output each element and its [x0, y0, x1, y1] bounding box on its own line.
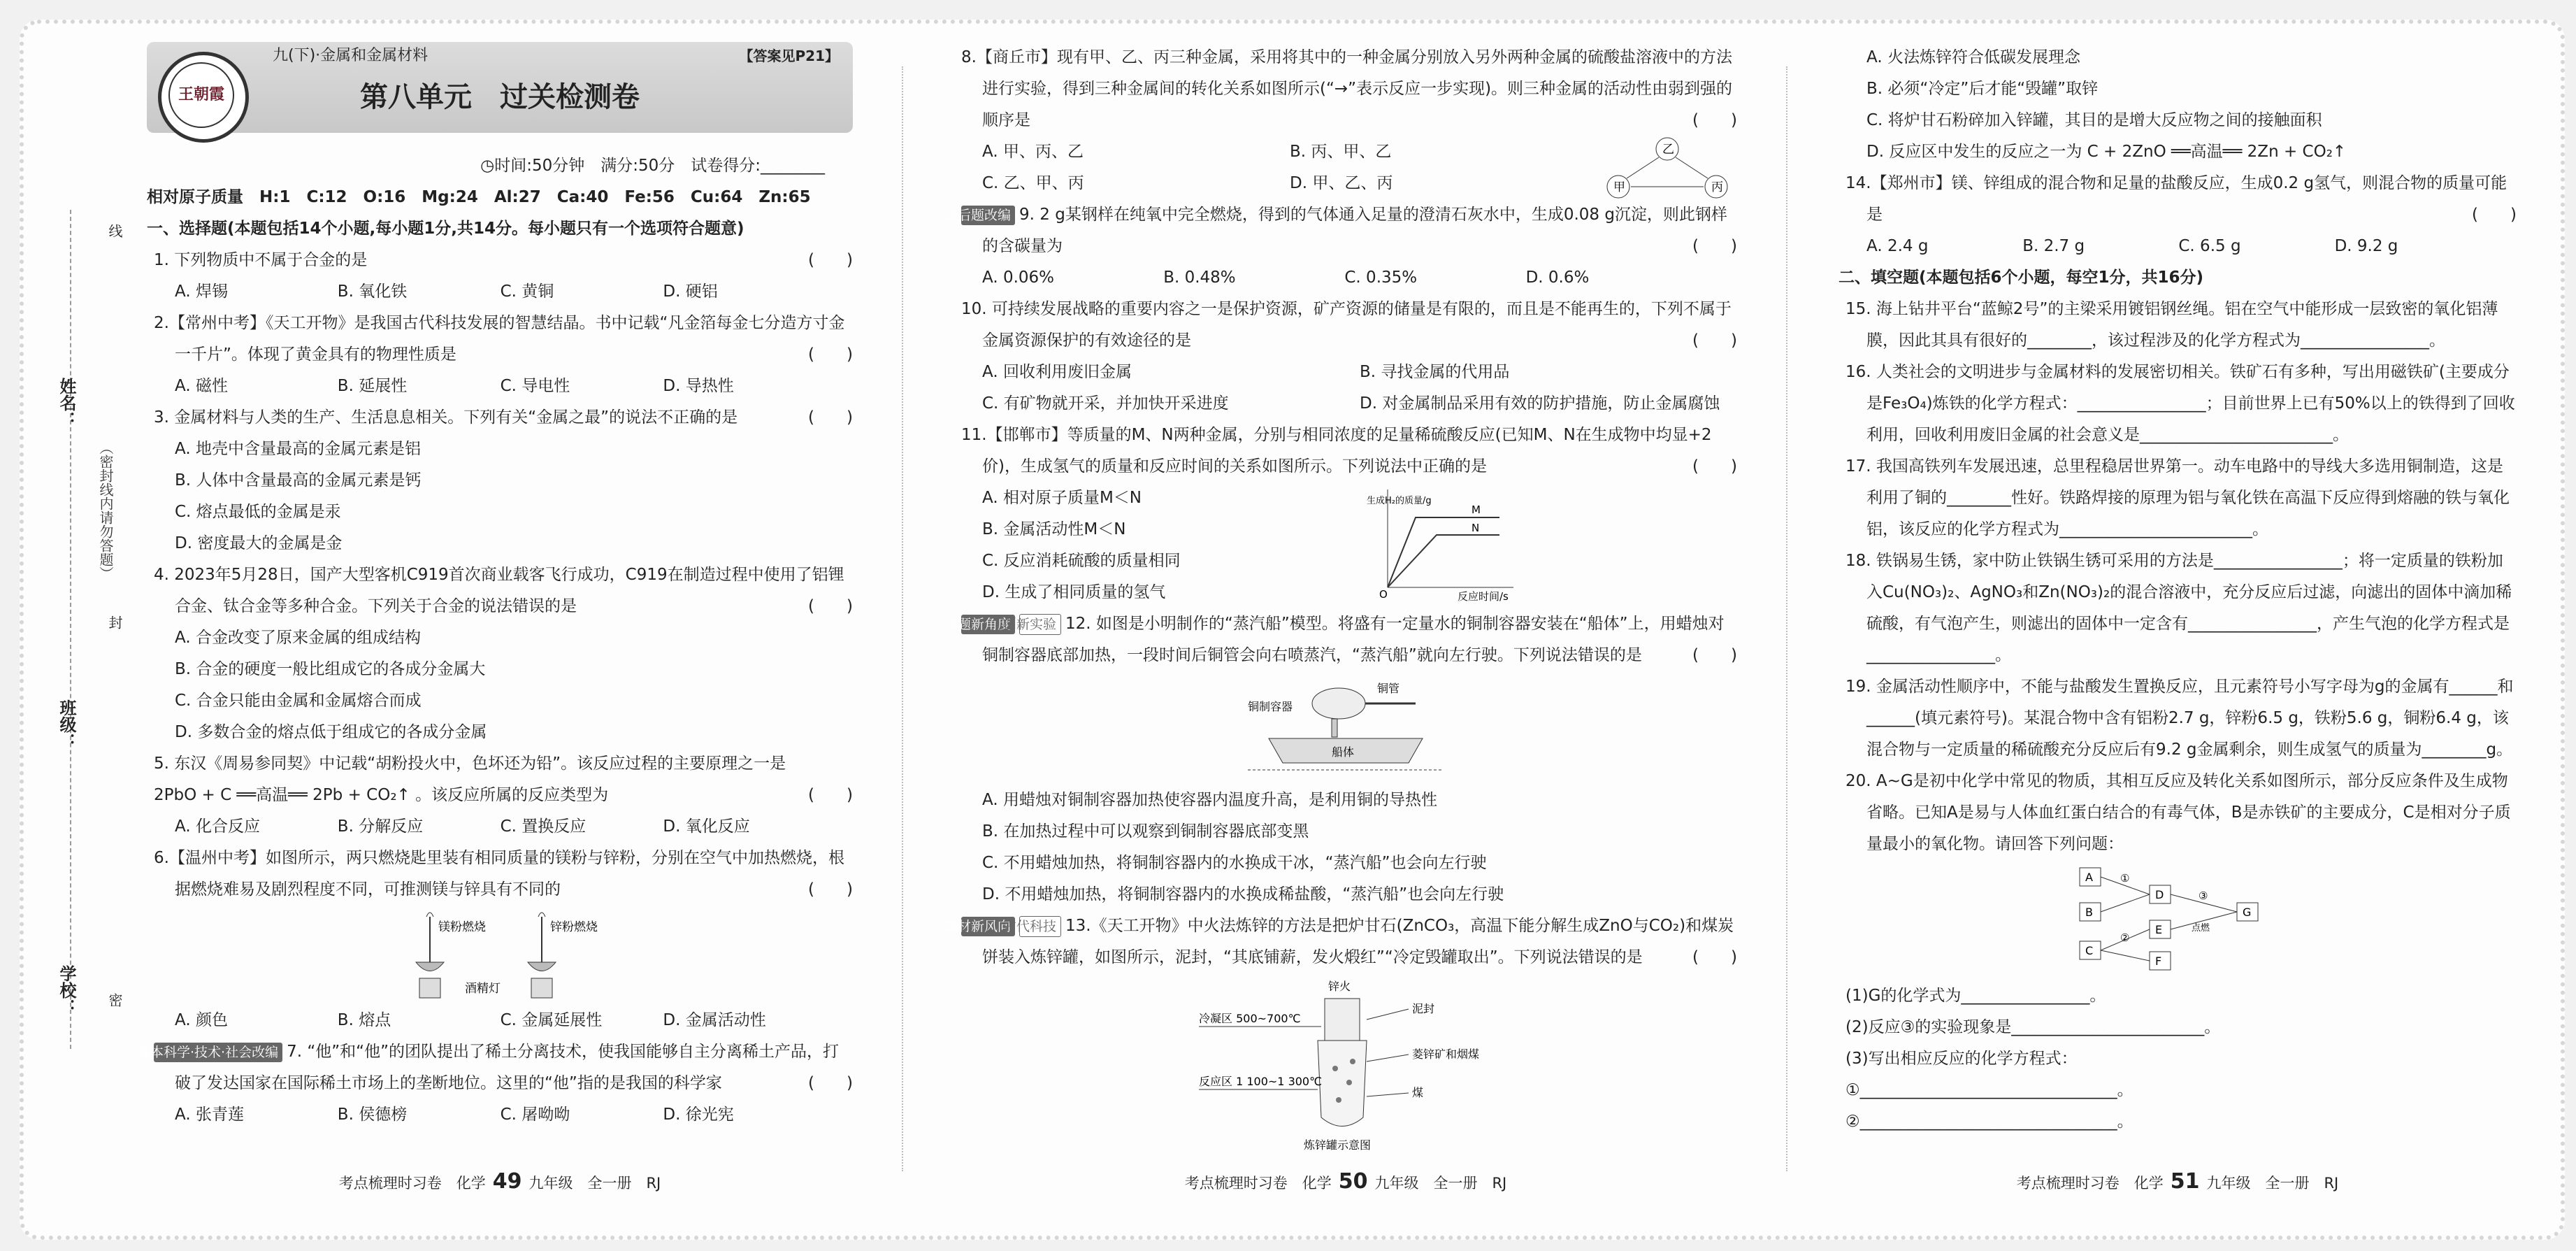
seal-word-feng: 封	[106, 615, 123, 629]
question-5	[147, 748, 853, 780]
unit-subtitle: 九(下)·金属和金属材料	[273, 47, 429, 64]
question-text: 4. 2023年5月28日，国产大型客机C919首次商业载客飞行成功，C919在制造过程中使用了铝锂合金、钛合金等多种合金。下列关于合金的说法错误的是	[154, 566, 844, 615]
page-footer	[147, 1168, 853, 1197]
fig-label-ore: 菱锌矿和烟煤	[1412, 1048, 1480, 1061]
page-number: 50	[1338, 1169, 1368, 1194]
question-11-options	[954, 482, 1360, 608]
option-c: C. 黄铜	[500, 283, 554, 301]
reaction-3: ③	[2199, 889, 2208, 902]
option-d: D. 多数合金的熔点低于组成它的各成分金属	[175, 723, 487, 741]
option-d: D. 0.6%	[1525, 269, 1590, 287]
class-label: 班级：	[57, 699, 76, 750]
option-a: A. 合金改变了原来金属的组成结构	[175, 629, 421, 647]
node-d: D	[2155, 888, 2164, 901]
question-20-sub-3: (3)写出相应反应的化学方程式：	[1845, 1050, 2078, 1068]
option-c: C. 不用蜡烛加热，将铜制容器内的水换成干冰，“蒸汽船”也会向左行驶	[982, 854, 1487, 872]
answer-reference: 【答案见P21】	[739, 48, 839, 64]
answer-parentheses: ( )	[808, 251, 853, 269]
fig-label-reaction-zone: 反应区 1 100~1 300℃	[1199, 1075, 1323, 1088]
page-title: 第八单元 过关检测卷	[360, 81, 640, 113]
option-c: C. 合金只能由金属和金属熔合而成	[175, 692, 422, 710]
question-text: 3. 金属材料与人类的生产、生活息息相关。下列有关“金属之最”的说法不正确的是	[154, 408, 738, 427]
question-tag: 设题新角度	[961, 615, 1015, 634]
option-b: B. 分解反应	[337, 817, 424, 836]
question-text: 5. 东汉《周易参同契》中记载“胡粉投火中，色坏还为铅”。该反应过程的主要原理之一是	[154, 755, 786, 773]
question-text: 1. 下列物质中不属于合金的是	[154, 251, 368, 269]
question-9	[944, 199, 1737, 262]
option-b: B. 延展性	[337, 377, 408, 395]
exam-meta: ◷时间:50分钟 满分:50分 试卷得分:________	[480, 157, 825, 175]
option-b: B. 合金的硬度一般比组成它的各成分金属大	[175, 660, 486, 678]
node-g: G	[2243, 906, 2252, 919]
option-c: C. 乙、甲、丙	[982, 174, 1084, 192]
atomic-masses: 相对原子质量 H:1 C:12 O:16 Mg:24 Al:27 Ca:40 Fe:56 Cu:64 Zn:65	[147, 188, 811, 206]
combustion-figure	[388, 910, 612, 1001]
question-20-sub-3a: ①________________________________。	[1845, 1081, 2134, 1099]
combustion-diagram	[388, 910, 612, 1001]
answer-parentheses: ( )	[808, 597, 853, 615]
option-a: A. 回收利用废旧金属	[982, 363, 1132, 381]
steamboat-figure	[1241, 675, 1451, 780]
option-d: D. 金属活动性	[663, 1011, 766, 1029]
footer-right: 九年级 全一册 RJ	[2206, 1175, 2339, 1192]
option-c: C. 金属延展性	[500, 1011, 603, 1029]
seal-note: （密封线内请勿答题）	[97, 441, 114, 580]
seal-line	[70, 210, 71, 1049]
question-15: 15. 海上钻井平台“蓝鲸2号”的主梁采用镀铝钢丝绳。铝在空气中能形成一层致密的氧化铝薄膜，因此其具有很好的________，该过程涉及的化学方程式为________________。	[1845, 300, 2498, 350]
question-1-options	[147, 276, 853, 308]
option-a: A. 磁性	[175, 377, 228, 395]
option-d: D. 徐光宪	[663, 1106, 734, 1124]
metal-transformation-diagram	[1597, 136, 1737, 199]
page-49	[137, 42, 853, 1203]
question-4	[147, 559, 853, 622]
question-3	[147, 402, 853, 434]
option-c: C. 将炉甘石粉碎加入锌罐，其目的是增大反应物之间的接触面积	[1866, 111, 2322, 129]
question-text: 12. 如图是小明制作的“蒸汽船”模型。将盛有一定量水的铜制容器安装在“船体”上，用蜡烛对铜制容器底部加热，一段时间后铜管会向右喷蒸汽，“蒸汽船”就向左行驶。下列说法错误的是	[982, 615, 1725, 664]
question-13	[944, 910, 1737, 973]
seal-word-line: 线	[106, 224, 123, 238]
option-c: C. 置换反应	[500, 817, 587, 836]
node-e: E	[2155, 923, 2163, 936]
fig-label-zinc-fire: 锌火	[1328, 980, 1351, 993]
option-c: C. 屠呦呦	[500, 1106, 570, 1124]
question-text: 2.【常州中考】《天工开物》是我国古代科技发展的智慧结晶。书中记载“凡金箔每金七分造方寸金一千片”。体现了黄金具有的物理性质是	[154, 314, 845, 364]
option-a: A. 相对原子质量M＜N	[982, 489, 1142, 507]
option-b: B. 人体中含量最高的金属元素是钙	[175, 471, 422, 489]
node-bing: 丙	[1711, 180, 1723, 194]
option-b: B. 2.7 g	[2022, 237, 2085, 255]
series-label-m: M	[1472, 503, 1481, 516]
option-c: C. 6.5 g	[2178, 237, 2241, 255]
question-20-sub-1: (1)G的化学式为________________。	[1845, 987, 2106, 1005]
answer-parentheses: ( )	[1692, 646, 1737, 664]
question-tag: 课后题改编	[961, 206, 1015, 225]
option-b: B. 丙、甲、乙	[1290, 143, 1392, 161]
fig-label-condense-zone: 冷凝区 500~700℃	[1199, 1012, 1301, 1025]
section-choice-heading: 一、选择题(本题包括14个小题,每小题1分,共14分。每小题只有一个选项符合题意)	[147, 220, 744, 238]
logo-text: 王朝霞	[168, 62, 234, 128]
page-number: 49	[492, 1169, 522, 1194]
reaction-2: ②	[2120, 931, 2130, 944]
school-label: 学校：	[57, 965, 76, 1015]
option-b: B. 金属活动性M＜N	[982, 520, 1126, 538]
page-50	[944, 42, 1737, 1203]
option-a: A. 甲、丙、乙	[982, 143, 1084, 161]
page-footer	[1839, 1168, 2517, 1197]
fig-label-mg: 镁粉燃烧	[438, 920, 486, 934]
option-b: B. 必须“冷定”后才能“毁罐”取锌	[1866, 80, 2099, 98]
question-1	[147, 245, 853, 276]
graph-origin: O	[1379, 588, 1388, 601]
node-jia: 甲	[1613, 180, 1625, 194]
page-51	[1839, 42, 2517, 1203]
question-2	[147, 308, 853, 371]
chemical-equation: 2PbO + C ══高温══ 2Pb + CO₂↑ 。该反应所属的反应类型为	[154, 786, 609, 804]
option-a: A. 用蜡烛对铜制容器加热使容器内温度升高，是利用铜的导热性	[982, 791, 1437, 809]
section-fill-heading: 二、填空题(本题包括6个小题，每空1分，共16分)	[1839, 269, 2204, 287]
question-text: 13.《天工开物》中火法炼锌的方法是把炉甘石(ZnCO₃，高温下能分解生成ZnO与CO₂)和煤炭饼装入炼锌罐，如图所示，泥封，“其底铺薪，发火煅红”“冷定毁罐取出”。下列说法错误的是	[982, 917, 1734, 966]
option-d: D. 9.2 g	[2334, 237, 2398, 255]
question-text: 8.【商丘市】现有甲、乙、丙三种金属，采用将其中的一种金属分别放入另外两种金属的硫酸盐溶液中的方法进行实验，得到三种金属间的转化关系如图所示(“→”表示反应一步实现)。则三种金属的活动性由弱到强的顺序是	[961, 48, 1733, 129]
page-header	[147, 42, 853, 150]
question-10	[954, 294, 1737, 357]
page-divider-1	[902, 66, 903, 1171]
option-b: B. 0.48%	[1163, 269, 1236, 287]
fig-label-lamp: 酒精灯	[465, 982, 501, 996]
question-20-sub-3b: ②________________________________。	[1845, 1113, 2134, 1131]
answer-parentheses: ( )	[808, 880, 853, 899]
question-18: 18. 铁锅易生锈，家中防止铁锅生锈可采用的方法是________________；将一定质量的铁粉加入Cu(NO₃)₂、AgNO₃和Zn(NO₃)₂的混合溶液中，充分反应后过滤，向滤出的固体中滴加稀硫酸，有气泡产生，则滤出的固体中一定含有________________，产生气泡的化学方程式是________________。	[1845, 552, 2512, 664]
footer-left: 考点梳理时习卷 化学	[338, 1175, 486, 1192]
option-c: C. 有矿物就开采，并加快开采进度	[982, 394, 1229, 413]
answer-parentheses: ( )	[1692, 948, 1737, 966]
option-d: D. 不用蜡烛加热，将铜制容器内的水换成稀盐酸，“蒸汽船”也会向左行驶	[982, 885, 1504, 903]
question-5-equation	[147, 780, 853, 811]
option-c: C. 熔点最低的金属是汞	[175, 503, 341, 521]
fig-label-hull: 船体	[1332, 745, 1355, 759]
question-text: 9. 2 g某钢样在纯氧中完全燃烧，得到的气体通入足量的澄清石灰水中，生成0.08 g沉淀，则此钢样的含碳量为	[982, 206, 1727, 255]
question-20: 20. A~G是初中化学中常见的物质，其相互反应及转化关系如图所示，部分反应条件及生成物省略。已知A是易与人体血红蛋白结合的有毒气体，B是赤铁矿的主要成分，C是相对分子质量最小的氧化物。请回答下列问题：	[1845, 772, 2511, 853]
question-3-options	[147, 434, 853, 559]
page-number: 51	[2170, 1169, 2200, 1194]
question-2-options	[147, 371, 853, 402]
question-5-options	[147, 811, 853, 843]
option-d: D. 生成了相同质量的氢气	[982, 583, 1166, 601]
option-a: A. 0.06%	[982, 269, 1055, 287]
footer-right: 九年级 全一册 RJ	[528, 1175, 661, 1192]
name-label: 姓名：	[57, 378, 76, 428]
question-12	[944, 608, 1737, 671]
zinc-furnace-figure	[1185, 978, 1506, 1152]
fig-caption: 炼锌罐示意图	[1304, 1138, 1372, 1152]
question-8-body	[954, 136, 1737, 199]
option-a: A. 2.4 g	[1866, 237, 1929, 255]
option-a: A. 张青莲	[175, 1106, 244, 1124]
option-b: B. 熔点	[337, 1011, 391, 1029]
question-14-options	[1839, 231, 2517, 262]
fig-label-zn: 锌粉燃烧	[550, 920, 598, 934]
answer-parentheses: ( )	[1692, 237, 1737, 255]
question-text: 6.【温州中考】如图所示，两只燃烧匙里装有相同质量的镁粉与锌粉，分别在空气中加热燃烧，根据燃烧难易及剧烈程度不同，可推测镁与锌具有不同的	[154, 849, 844, 899]
option-d: D. 甲、乙、丙	[1290, 174, 1393, 192]
question-7-options	[147, 1099, 853, 1131]
question-6	[147, 843, 853, 906]
question-14	[1839, 168, 2517, 231]
fig-label-pipe: 铜管	[1377, 682, 1400, 695]
question-8	[954, 42, 1737, 136]
question-text: 11.【邯郸市】等质量的M、N两种金属，分别与相同浓度的足量稀硫酸反应(已知M、N在生成物中均显+2价)，生成氢气的质量和反应时间的关系如图所示。下列说法中正确的是	[961, 426, 1712, 476]
option-a: A. 颜色	[175, 1011, 228, 1029]
question-text: 7. “他”和“他”的团队提出了稀土分离技术，使我国能够自主分离稀土产品，打破了发达国家在国际稀土市场上的垄断地位。这里的“他”指的是我国的科学家	[175, 1043, 840, 1092]
reaction-1: ①	[2120, 872, 2130, 885]
fig-label-mud-seal: 泥封	[1412, 1002, 1435, 1015]
question-11	[954, 420, 1737, 482]
answer-parentheses: ( )	[808, 345, 853, 364]
answer-parentheses: ( )	[1692, 111, 1737, 129]
answer-parentheses: ( )	[2472, 206, 2517, 224]
question-10-options	[954, 357, 1737, 420]
option-c: C. 0.35%	[1344, 269, 1418, 287]
reaction-condition: 点燃	[2192, 923, 2210, 934]
option-b: B. 侯德榜	[337, 1106, 408, 1124]
node-b: B	[2085, 906, 2093, 919]
node-f: F	[2155, 955, 2162, 968]
option-a: A. 化合反应	[175, 817, 260, 836]
question-6-options	[147, 1005, 853, 1036]
question-11-body	[954, 482, 1737, 608]
question-tag: 课本科学·技术·社会改编	[154, 1043, 282, 1062]
page-footer	[954, 1168, 1737, 1197]
fig-label-coal: 煤	[1412, 1086, 1424, 1099]
question-tag: 创新实验	[1019, 614, 1061, 635]
graph-y-label: 生成H₂的质量/g	[1367, 496, 1432, 506]
option-d: D. 导热性	[663, 377, 734, 395]
question-12-options	[954, 785, 1737, 910]
substance-relation-figure	[2073, 864, 2282, 976]
option-a: A. 火法炼锌符合低碳发展理念	[1866, 48, 2080, 66]
question-16: 16. 人类社会的文明进步与金属材料的发展密切相关。铁矿石有多种，写出用磁铁矿(主要成分是Fe₃O₄)炼铁的化学方程式：________________；目前世界上已有50%以上的铁得到了回收利用，回收利用废旧金属的社会意义是________________________。	[1845, 363, 2515, 444]
option-d: D. 密度最大的金属是金	[175, 534, 343, 552]
option-d: D. 氧化反应	[663, 817, 750, 836]
option-d: D. 对金属制品采用有效的防护措施，防止金属腐蚀	[1360, 394, 1720, 413]
answer-parentheses: ( )	[1692, 457, 1737, 476]
zinc-furnace-diagram	[1185, 978, 1506, 1152]
page-divider-2	[1786, 66, 1787, 1171]
steamboat-diagram	[1241, 675, 1451, 780]
question-4-options	[147, 622, 853, 748]
seal-word-mi: 密	[106, 993, 123, 1007]
option-b: B. 寻找金属的代用品	[1360, 363, 1510, 381]
answer-parentheses: ( )	[1692, 331, 1737, 350]
option-a: A. 地壳中含量最高的金属元素是铝	[175, 440, 421, 458]
node-yi: 乙	[1662, 143, 1674, 157]
question-13-options	[1839, 42, 2517, 168]
question-20-sub-2: (2)反应③的实验现象是________________________。	[1845, 1018, 2221, 1036]
question-7	[137, 1036, 853, 1099]
question-9-options	[954, 262, 1737, 294]
option-c: C. 反应消耗硫酸的质量相同	[982, 552, 1181, 570]
question-8-options	[954, 136, 1597, 199]
question-text: 10. 可持续发展战略的重要内容之一是保护资源，矿产资源的储量是有限的，而且是不能再生的，下列不属于金属资源保护的有效途径的是	[961, 300, 1732, 350]
hydrogen-mass-graph	[1360, 482, 1527, 601]
substance-relation-diagram	[2073, 864, 2282, 976]
answer-parentheses: ( )	[808, 408, 853, 427]
footer-right: 九年级 全一册 RJ	[1374, 1175, 1507, 1192]
option-d: D. 硬铝	[663, 283, 718, 301]
question-text: 14.【郑州市】镁、锌组成的混合物和足量的盐酸反应，生成0.2 g氢气，则混合物的质量可能是	[1845, 174, 2507, 224]
option-b: B. 在加热过程中可以观察到铜制容器底部变黑	[982, 822, 1309, 841]
answer-parentheses: ( )	[808, 1074, 853, 1092]
question-tag: 选材新风向	[961, 917, 1015, 936]
footer-left: 考点梳理时习卷 化学	[2016, 1175, 2164, 1192]
question-19: 19. 金属活动性顺序中，不能与盐酸发生置换反应，且元素符号小写字母为g的金属有______和______(填元素符号)。某混合物中含有铝粉2.7 g，锌粉6.5 g，铁粉5.6 g，铜粉6.4 g，该混合物与一定质量的稀硫酸充分反应后有9.2 g金属剩余，则生成氢气的质量为________g。	[1845, 678, 2514, 759]
option-b: B. 氧化铁	[337, 283, 408, 301]
node-c: C	[2085, 944, 2094, 957]
option-a: A. 焊锡	[175, 283, 228, 301]
series-label-n: N	[1472, 522, 1480, 534]
fig-label-container: 铜制容器	[1248, 700, 1293, 713]
option-d: D. 反应区中发生的反应之一为 C + 2ZnO ══高温══ 2Zn + CO₂↑	[1866, 143, 2347, 161]
option-c: C. 导电性	[500, 377, 570, 395]
answer-parentheses: ( )	[808, 786, 853, 804]
node-a: A	[2085, 871, 2093, 884]
question-17: 17. 我国高铁列车发展迅速，总里程稳居世界第一。动车电路中的导线大多选用铜制造，这是利用了铜的________性好。铁路焊接的原理为铝与氧化铁在高温下反应得到熔融的铁与氧化铝，该反应的化学方程式为________________________。	[1845, 457, 2510, 538]
footer-left: 考点梳理时习卷 化学	[1184, 1175, 1332, 1192]
question-tag: 古代科技	[1019, 916, 1061, 937]
graph-x-label: 反应时间/s	[1458, 590, 1509, 601]
